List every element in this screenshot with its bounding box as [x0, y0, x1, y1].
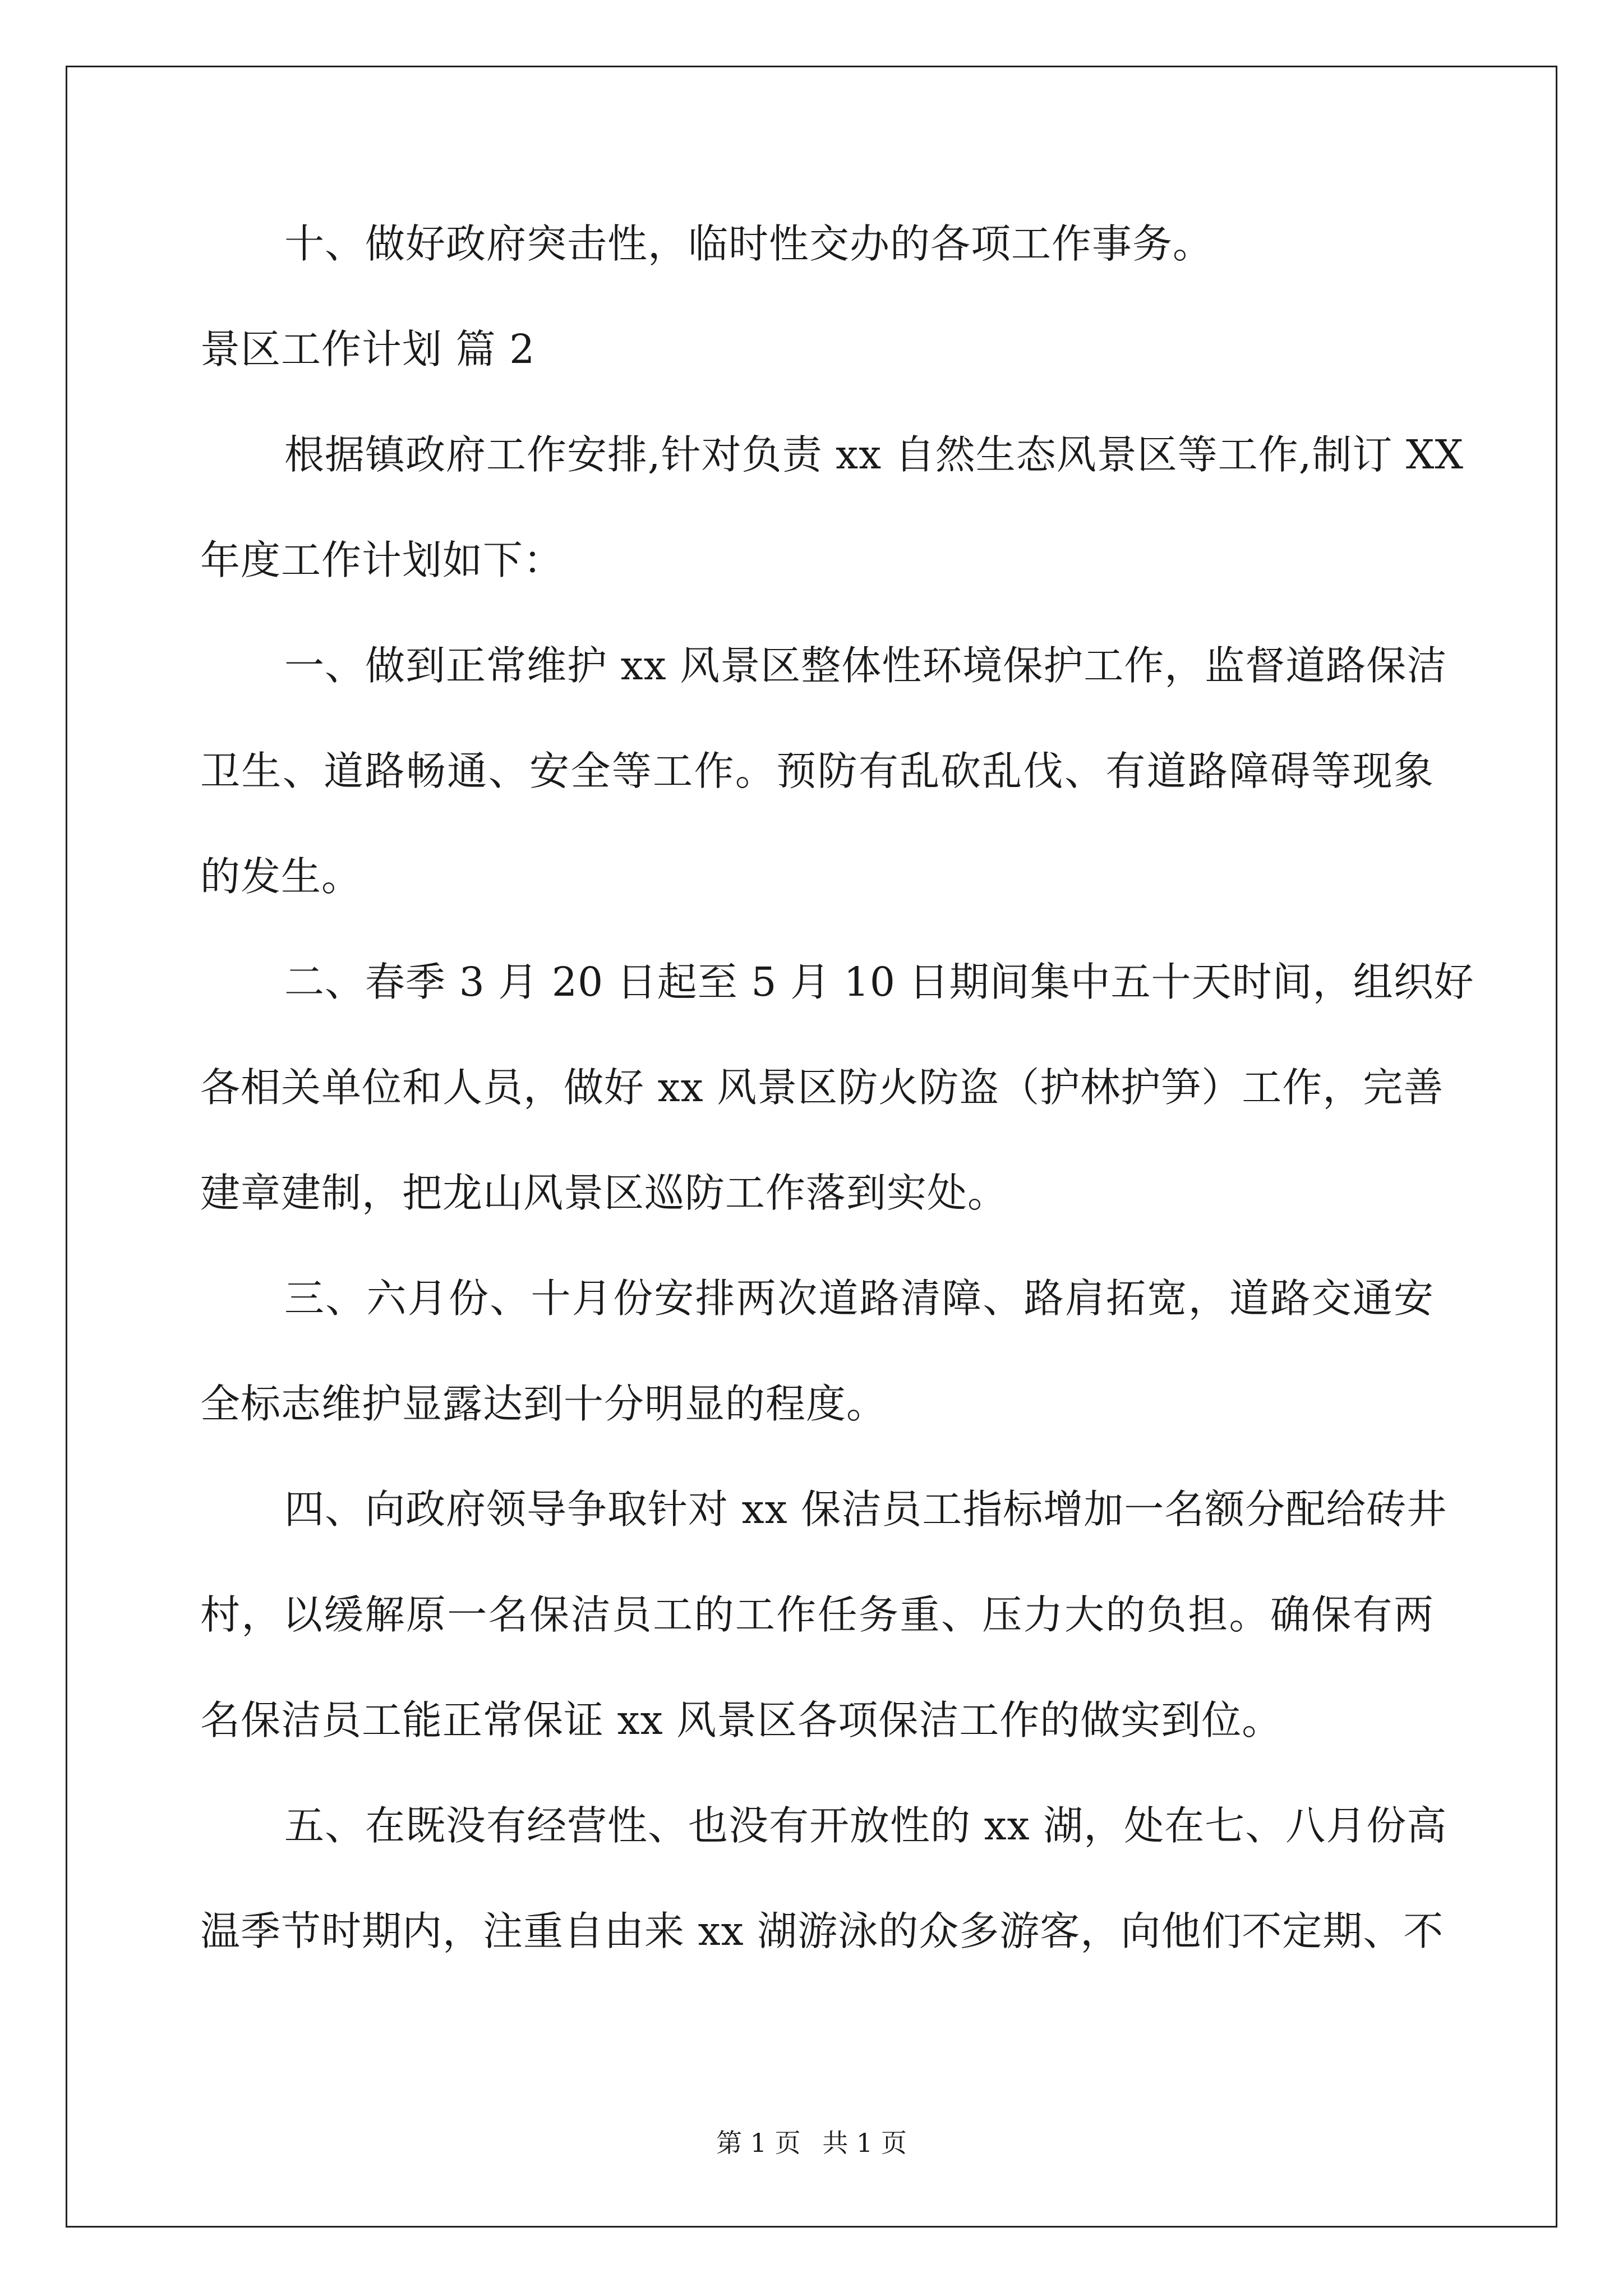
paragraph-line: 温季节时期内，注重自由来 xx 湖游泳的众多游客，向他们不定期、不 [200, 1908, 1444, 1954]
page-border [66, 66, 1557, 2228]
page-total: 共 1 页 [822, 2128, 907, 2158]
paragraph-line: 十、做好政府突击性，临时性交办的各项工作事务。 [284, 220, 1214, 267]
paragraph-line: 全标志维护显露达到十分明显的程度。 [200, 1381, 887, 1427]
page-number: 第 1 页 [716, 2128, 801, 2158]
paragraph-line: 三、六月份、十月份安排两次道路清障、路肩拓宽，道路交通安 [284, 1275, 1434, 1322]
paragraph-line: 五、在既没有经营性、也没有开放性的 xx 湖，处在七、八月份高 [284, 1802, 1447, 1849]
paragraph-line: 各相关单位和人员，做好 xx 风景区防火防盗（护林护笋）工作，完善 [200, 1064, 1444, 1111]
paragraph-line: 名保洁员工能正常保证 xx 风景区各项保洁工作的做实到位。 [200, 1697, 1283, 1743]
paragraph-line: 建章建制，把龙山风景区巡防工作落到实处。 [200, 1170, 1008, 1216]
paragraph-line: 四、向政府领导争取针对 xx 保洁员工指标增加一名额分配给砖井 [284, 1486, 1447, 1533]
paragraph-line: 根据镇政府工作安排,针对负责 xx 自然生态风景区等工作,制订 XX [284, 431, 1464, 478]
paragraph-line: 一、做到正常维护 xx 风景区整体性环境保护工作，监督道路保洁 [284, 642, 1447, 689]
section-heading: 景区工作计划 篇 2 [200, 326, 536, 372]
paragraph-line: 年度工作计划如下： [200, 537, 564, 583]
paragraph-line: 村，以缓解原一名保洁员工的工作任务重、压力大的负担。确保有两 [200, 1591, 1434, 1638]
page-footer [0, 2126, 1623, 2160]
paragraph-line: 的发生。 [200, 853, 362, 900]
paragraph-line: 二、春季 3 月 20 日起至 5 月 10 日期间集中五十天时间，组织好 [284, 959, 1474, 1005]
paragraph-line: 卫生、道路畅通、安全等工作。预防有乱砍乱伐、有道路障碍等现象 [200, 748, 1434, 794]
